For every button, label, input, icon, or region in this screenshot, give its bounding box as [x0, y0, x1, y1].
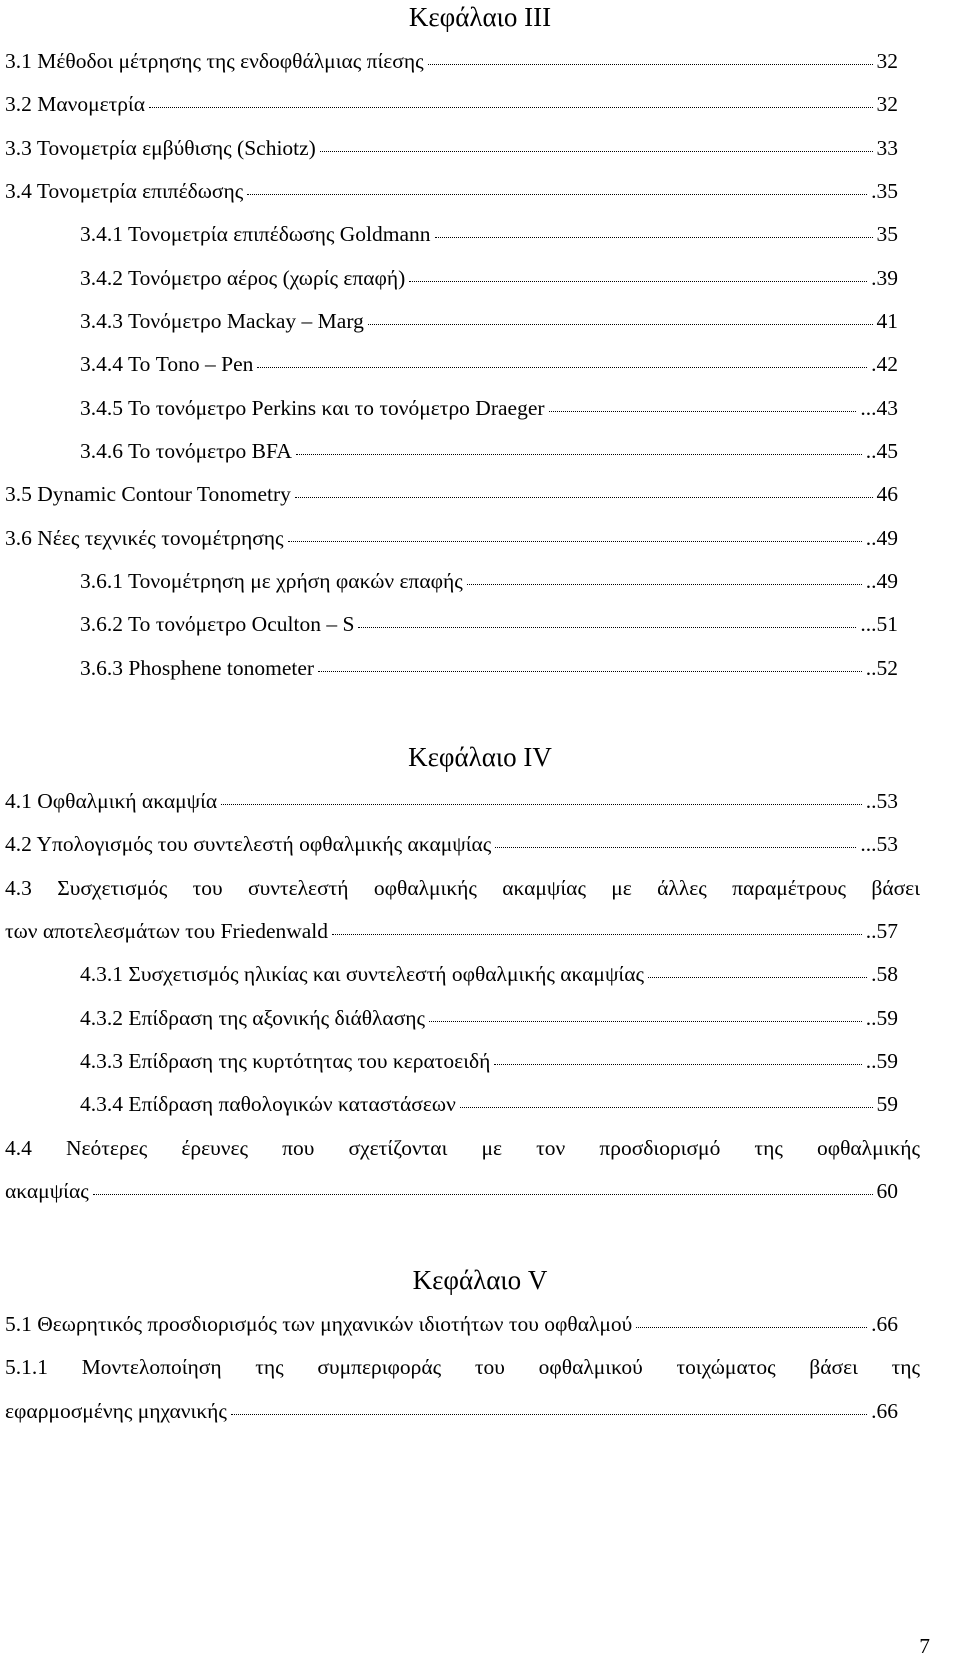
toc-entry: 3.6.2 Το τονόμετρο Oculton – S ...51	[80, 612, 898, 636]
toc-entry: 4.3.2 Επίδραση της αξονικής διάθλασης ..59	[80, 1006, 898, 1030]
toc-entry: 3.4.1 Τονομετρία επιπέδωσης Goldmann 35	[80, 222, 898, 246]
chapter-heading: Κεφάλαιο V	[412, 1265, 548, 1295]
toc-entry: εφαρμοσμένης μηχανικής .66	[5, 1399, 898, 1423]
toc-entry: 3.4.6 Το τονόμετρο BFA ..45	[80, 439, 898, 463]
toc-entry: 4.3.1 Συσχετισμός ηλικίας και συντελεστή οφθαλμικής ακαμψίας .58	[80, 962, 898, 986]
toc-entry: 4.2 Υπολογισμός του συντελεστή οφθαλμικής ακαμψίας ...53	[5, 832, 898, 856]
toc-entry-line: 4.3 Συσχετισμός του συντελεστή οφθαλμικής ακαμψίας με άλλες παραμέτρους βάσει	[5, 876, 920, 900]
chapter-heading: Κεφάλαιο ΙΙΙ	[408, 2, 552, 32]
toc-entry: 3.4.2 Τονόμετρο αέρος (χωρίς επαφή) .39	[80, 266, 898, 290]
chapter-heading: Κεφάλαιο ΙV	[408, 742, 552, 772]
toc-entry: 5.1 Θεωρητικός προσδιορισμός των μηχανικών ιδιοτήτων του οφθαλμού .66	[5, 1312, 898, 1336]
toc-entry: 3.1 Μέθοδοι μέτρησης της ενδοφθάλμιας πίεσης 32	[5, 49, 898, 73]
toc-entry: 3.4.3 Τονόμετρο Mackay – Marg 41	[80, 309, 898, 333]
toc-entry: 3.4.5 Το τονόμετρο Perkins και το τονόμετρο Draeger ...43	[80, 396, 898, 420]
toc-entry-line: 5.1.1 Μοντελοποίηση της συμπεριφοράς του οφθαλμικού τοιχώματος βάσει της	[5, 1355, 920, 1379]
page-number: 7	[919, 1634, 930, 1658]
toc-entry: 3.4 Τονομετρία επιπέδωσης .35	[5, 179, 898, 203]
toc-entry: ακαμψίας 60	[5, 1179, 898, 1203]
toc-entry: των αποτελεσμάτων του Friedenwald ..57	[5, 919, 898, 943]
toc-entry: 3.4.4 Το Tono – Pen .42	[80, 352, 898, 376]
toc-entry: 3.6.1 Τονομέτρηση με χρήση φακών επαφής ..49	[80, 569, 898, 593]
toc-entry-line: 4.4 Νεότερες έρευνες που σχετίζονται με τον προσδιορισμό της οφθαλμικής	[5, 1136, 920, 1160]
toc-entry: 3.6.3 Phosphene tonometer ..52	[80, 656, 898, 680]
toc-entry: 3.2 Μανομετρία 32	[5, 92, 898, 116]
toc-entry: 4.1 Οφθαλμική ακαμψία ..53	[5, 789, 898, 813]
toc-entry: 3.6 Νέες τεχνικές τονομέτρησης ..49	[5, 526, 898, 550]
toc-entry: 4.3.4 Επίδραση παθολογικών καταστάσεων 59	[80, 1092, 898, 1116]
toc-entry: 4.3.3 Επίδραση της κυρτότητας του κερατοειδή ..59	[80, 1049, 898, 1073]
toc-entry: 3.3 Τονομετρία εμβύθισης (Schiotz) 33	[5, 136, 898, 160]
toc-entry: 3.5 Dynamic Contour Tonometry 46	[5, 482, 898, 506]
